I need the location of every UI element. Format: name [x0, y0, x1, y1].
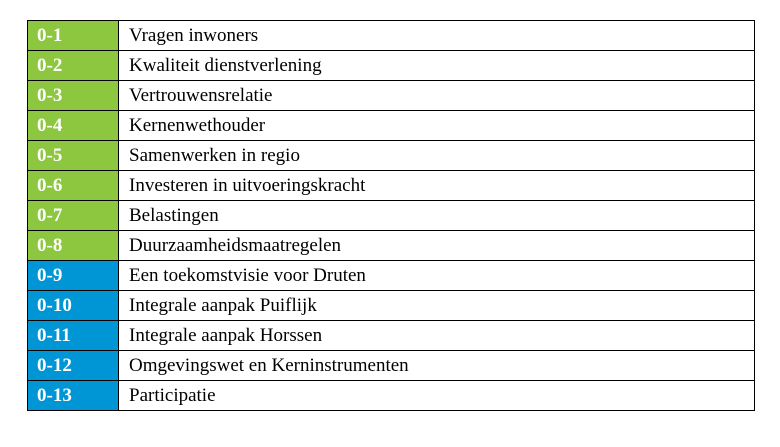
- row-code: 0-6: [28, 171, 119, 201]
- row-code: 0-5: [28, 141, 119, 171]
- row-code: 0-8: [28, 231, 119, 261]
- row-label: Duurzaamheidsmaatregelen: [119, 231, 755, 261]
- row-label: Omgevingswet en Kerninstrumenten: [119, 351, 755, 381]
- row-label: Investeren in uitvoeringskracht: [119, 171, 755, 201]
- table-row: [28, 171, 755, 201]
- table-row: [28, 261, 755, 291]
- table-row: [28, 231, 755, 261]
- row-label: Kernenwethouder: [119, 111, 755, 141]
- row-label: Een toekomstvisie voor Druten: [119, 261, 755, 291]
- row-code: 0-13: [28, 381, 119, 411]
- row-label: Participatie: [119, 381, 755, 411]
- row-code: 0-4: [28, 111, 119, 141]
- row-code: 0-2: [28, 51, 119, 81]
- row-code: 0-11: [28, 321, 119, 351]
- table-row: [28, 381, 755, 411]
- row-code: 0-3: [28, 81, 119, 111]
- row-label: Samenwerken in regio: [119, 141, 755, 171]
- row-code: 0-7: [28, 201, 119, 231]
- row-code: 0-1: [28, 21, 119, 51]
- table-row: [28, 201, 755, 231]
- topics-table: [27, 20, 755, 411]
- topics-table-body: [28, 21, 755, 411]
- row-label: Belastingen: [119, 201, 755, 231]
- table-row: [28, 321, 755, 351]
- row-label: Integrale aanpak Horssen: [119, 321, 755, 351]
- row-code: 0-10: [28, 291, 119, 321]
- table-row: [28, 51, 755, 81]
- row-code: 0-12: [28, 351, 119, 381]
- row-label: Integrale aanpak Puiflijk: [119, 291, 755, 321]
- row-label: Vertrouwensrelatie: [119, 81, 755, 111]
- table-row: [28, 81, 755, 111]
- table-row: [28, 141, 755, 171]
- row-label: Kwaliteit dienstverlening: [119, 51, 755, 81]
- row-label: Vragen inwoners: [119, 21, 755, 51]
- table-row: [28, 111, 755, 141]
- table-row: [28, 21, 755, 51]
- table-row: [28, 291, 755, 321]
- row-code: 0-9: [28, 261, 119, 291]
- table-row: [28, 351, 755, 381]
